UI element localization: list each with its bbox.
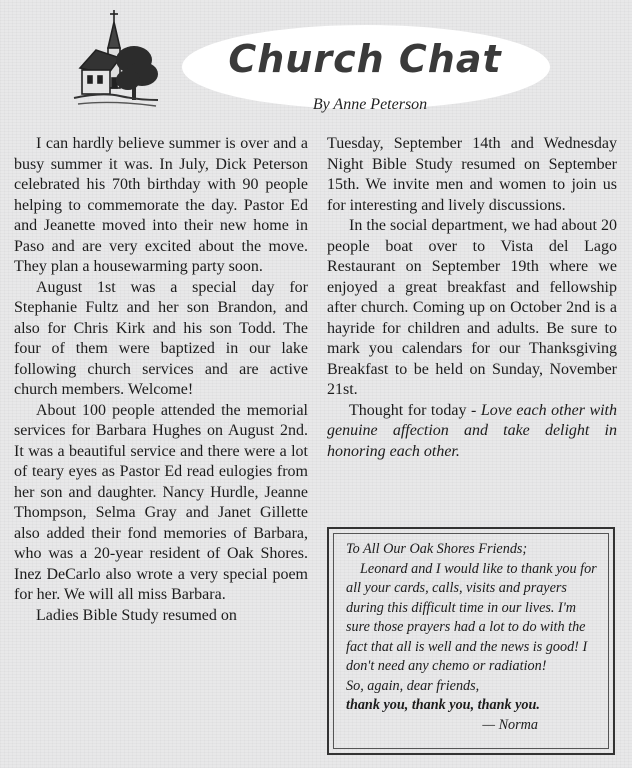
article-column-right <box>327 134 617 462</box>
thought-quote: Love each other with genuine affection and take delight in honoring each other. <box>327 401 617 460</box>
church-icon <box>72 8 160 112</box>
paragraph: Tuesday, September 14th and Wednesday Night Bible Study resumed on September 15th. We invite men and women to join us for interesting and lively discussions. <box>327 135 617 214</box>
note-content <box>333 533 609 749</box>
article-column-left <box>14 134 308 626</box>
note-salutation: To All Our Oak Shores Friends; <box>346 541 528 557</box>
paragraph: About 100 people attended the memorial services for Barbara Hughes on August 2nd. It was a beautiful service and there were a lot of teary eyes as Pastor Ed read eulogies from her son and daughter. Nancy Hurdle, Jeanne Thompson, Selma Gray and Janet Gillette also added their fond memories of Barbara, who was a 20-year resident of Oak Shores. Inez DeCarlo also wrote a very special poem for her. We will all miss Barbara. <box>14 401 308 603</box>
paragraph: In the social department, we had about 20 people boat over to Vista del Lago Restaurant on September 19th where we enjoyed a great breakfast and fellowship after church. Coming up on October 2nd is a hayride for children and adults. Be sure to mark you calendars for our Thanksgiving Breakfast to be held on Sunday, November 21st. <box>327 217 617 398</box>
paragraph: Ladies Bible Study resumed on <box>36 606 237 624</box>
note-signature: — Norma <box>482 716 538 733</box>
byline: By Anne Peterson <box>312 96 428 113</box>
note-closing: So, again, dear friends, <box>346 677 480 694</box>
thought-for-today <box>327 401 617 463</box>
note-body: Leonard and I would like to thank you for all your cards, calls, visits and prayers during this difficult time in our lives. I'm sure those prayers had a lot to do with the fact that all is well and the news is good! I don't need any chemo or radiation! <box>346 560 597 674</box>
note-thanks: thank you, thank you, thank you. <box>346 697 540 713</box>
thought-lead: Thought for today - <box>349 401 481 419</box>
thank-you-note <box>327 527 615 755</box>
page-title: Church Chat <box>228 37 502 81</box>
paragraph: I can hardly believe summer is over and a busy summer it was. In July, Dick Peterson celebrated his 70th birthday with 90 people helping to commemorate the day. Pastor Ed and Jeanette moved into their new home in Paso and are very excited about the move. They plan a housewarming party soon. <box>14 135 308 275</box>
paragraph: August 1st was a special day for Stephanie Fultz and her son Brandon, and also for Chris Kirk and his son Todd. The four of them were baptized in our lake following church services and are active church members. Welcome! <box>14 278 308 398</box>
